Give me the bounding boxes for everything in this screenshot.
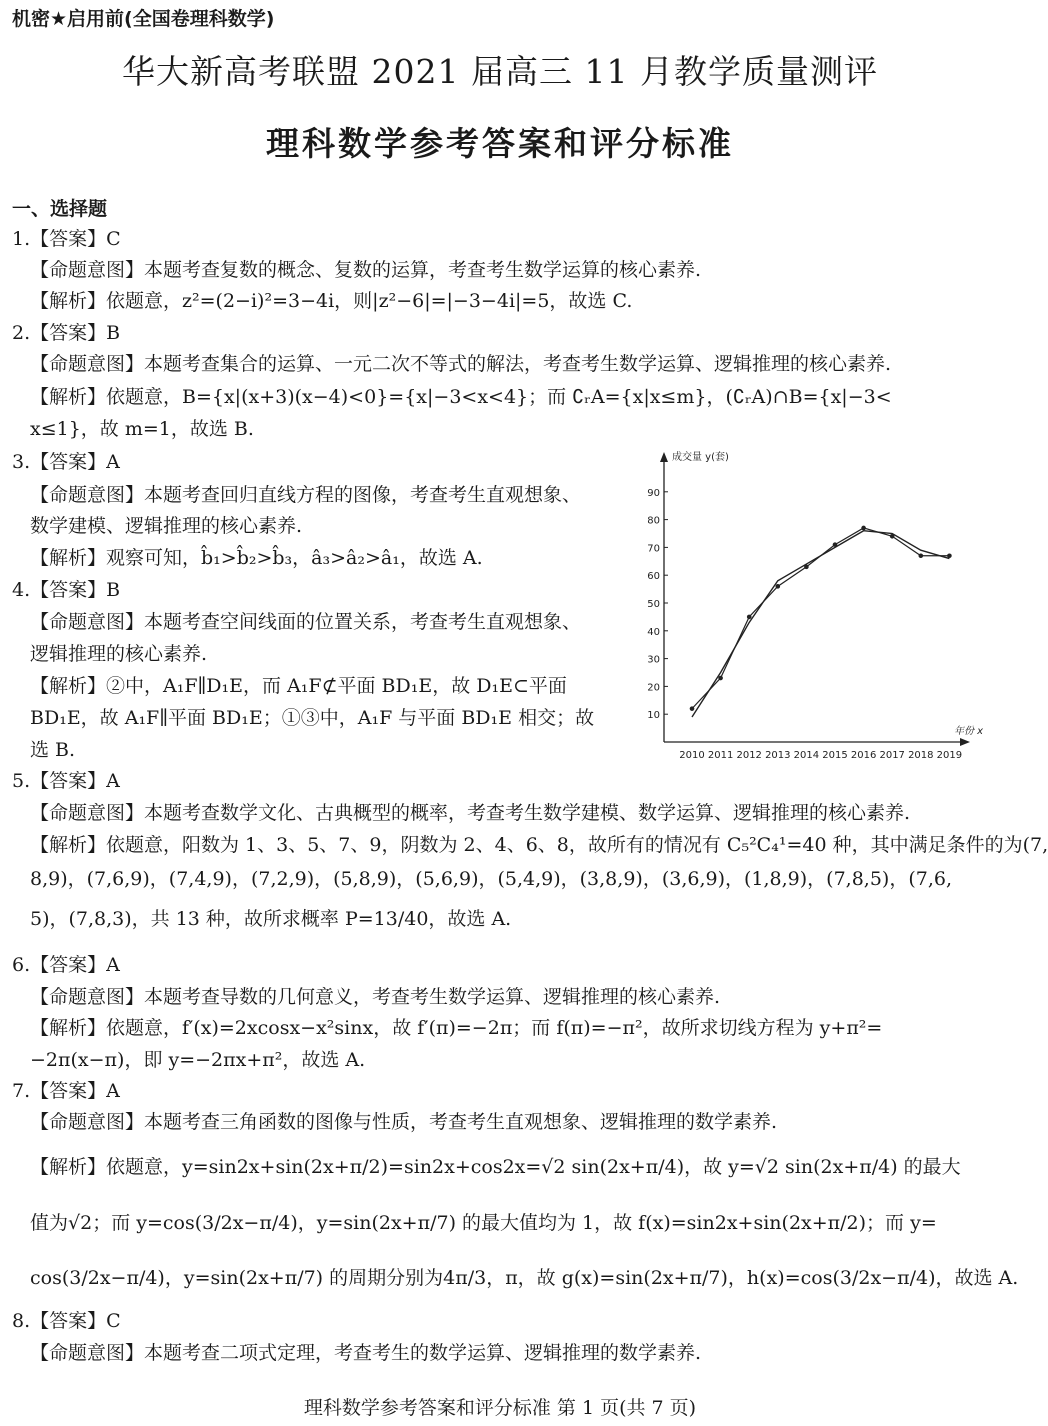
y-axis-label: 成交量 y(套) [672, 452, 729, 463]
page-title: 华大新高考联盟 2021 届高三 11 月教学质量测评 [122, 52, 878, 91]
page-subtitle: 理科数学参考答案和评分标准 [266, 124, 734, 163]
x-tick-label-8: 2018 [908, 750, 934, 761]
line-q6-sol-1: 【解析】依题意，f′(x)=2xcosx−x²sinx，故 f′(π)=−2π；而 f(π)=−π²，故所求切线方程为 y+π²= [30, 1017, 883, 1039]
line-q5-ans: 5.【答案】A [12, 770, 120, 792]
line-q2-ans: 2.【答案】B [12, 322, 121, 344]
line-q7-sol-3: cos(3/2x−π/4)，y=sin(2x+π/7) 的周期分别为4π/3，π，故 g(x)=sin(2x+π/7)，h(x)=cos(3/2x−π/4)，故选 A. [30, 1267, 1019, 1289]
line-q8-ans: 8.【答案】C [12, 1310, 121, 1332]
x-tick-label-9: 2019 [936, 750, 963, 761]
data-point-0 [690, 706, 695, 711]
x-tick-label-7: 2017 [879, 750, 905, 761]
line-q4-intent-1: 【命题意图】本题考查空间线面的位置关系，考查考生直观想象、 [30, 611, 582, 633]
line-q8-intent: 【命题意图】本题考查二项式定理，考查考生的数学运算、逻辑推理的数学素养. [30, 1342, 702, 1364]
y-tick-label-0: 10 [647, 710, 660, 722]
line-q7-sol-1: 【解析】依题意，y=sin2x+sin(2x+π/2)=sin2x+cos2x=√2 sin(2x+π/4)，故 y=√2 sin(2x+π/4) 的最大 [30, 1156, 961, 1178]
line-q7-sol-2: 值为√2；而 y=cos(3/2x−π/4)，y=sin(2x+π/7) 的最大值均为 1，故 f(x)=sin2x+sin(2x+π/2)；而 y= [30, 1212, 937, 1234]
line-q4-intent-2: 逻辑推理的核心素养. [30, 643, 208, 665]
line-q2-intent: 【命题意图】本题考查集合的运算、一元二次不等式的解法，考查考生数学运算、逻辑推理的核心素养. [30, 353, 892, 375]
x-tick-label-6: 2016 [850, 750, 877, 761]
y-tick-label-3: 40 [647, 626, 660, 638]
line-q5-sol-2: 8,9)，(7,6,9)，(7,4,9)，(7,2,9)，(5,8,9)，(5,6,9)，(5,4,9)，(3,8,9)，(3,6,9)，(1,8,9)，(7,8,5)，(7,6, [30, 868, 952, 890]
data-point-3 [776, 584, 781, 589]
y-tick-label-6: 70 [647, 543, 660, 555]
y-tick-label-8: 90 [647, 487, 660, 499]
x-axis-label: 年份 x [954, 726, 984, 737]
x-tick-label-5: 2015 [822, 750, 848, 761]
line-q4-sol-1: 【解析】②中，A₁F∥D₁E，而 A₁F⊄平面 BD₁E，故 D₁E⊂平面 [30, 675, 567, 697]
data-point-1 [718, 676, 723, 681]
fit-curve [692, 531, 949, 717]
line-q3-ans: 3.【答案】A [12, 451, 120, 473]
line-q7-intent: 【命题意图】本题考查三角函数的图像与性质，考查考生直观想象、逻辑推理的数学素养. [30, 1111, 778, 1133]
y-tick-label-2: 30 [647, 654, 660, 666]
data-point-9 [947, 553, 952, 558]
y-tick-label-7: 80 [647, 515, 660, 527]
line-q6-ans: 6.【答案】A [12, 954, 120, 976]
line-q6-intent: 【命题意图】本题考查导数的几何意义，考查考生数学运算、逻辑推理的核心素养. [30, 986, 721, 1008]
data-point-2 [747, 615, 752, 620]
line-q4-sol-2: BD₁E，故 A₁F∥平面 BD₁E；①③中，A₁F 与平面 BD₁E 相交；故 [30, 707, 595, 729]
scatter-chart [636, 442, 984, 761]
data-line [692, 528, 949, 709]
data-point-7 [890, 534, 895, 539]
y-tick-label-4: 50 [647, 599, 660, 610]
confidential-label: 机密★启用前(全国卷理科数学) [12, 8, 275, 30]
line-q1-intent: 【命题意图】本题考查复数的概念、复数的运算，考查考生数学运算的核心素养. [30, 259, 702, 281]
section-title: 一、选择题 [12, 198, 108, 220]
line-q1-sol: 【解析】依题意，z²=(2−i)²=3−4i，则|z²−6|=|−3−4i|=5，故选 C. [30, 290, 633, 312]
line-q5-intent: 【命题意图】本题考查数学文化、古典概型的概率，考查考生数学建模、数学运算、逻辑推理的核心素养. [30, 802, 911, 824]
data-point-8 [919, 553, 924, 558]
y-tick-label-5: 60 [647, 571, 660, 583]
line-q3-intent-1: 【命题意图】本题考查回归直线方程的图像，考查考生直观想象、 [30, 484, 582, 506]
line-q3-intent-2: 数学建模、逻辑推理的核心素养. [30, 515, 303, 537]
x-tick-label-3: 2013 [765, 750, 791, 761]
line-q5-sol-3: 5)，(7,8,3)，共 13 种，故所求概率 P=13/40，故选 A. [30, 908, 512, 930]
line-q4-sol-3: 选 B. [30, 739, 76, 761]
line-q5-sol-1: 【解析】依题意，阳数为 1、3、5、7、9，阴数为 2、4、6、8，故所有的情况有 C₅²C₄¹=40 种，其中满足条件的为(7, [30, 834, 1048, 856]
line-q6-sol-2: −2π(x−π)，即 y=−2πx+π²，故选 A. [30, 1049, 366, 1071]
line-q2-sol-2: x≤1}，故 m=1，故选 B. [30, 418, 254, 440]
line-q2-sol-1: 【解析】依题意，B={x|(x+3)(x−4)<0}={x|−3<x<4}；而 ∁ᵣA={x|x≤m}，(∁ᵣA)∩B={x|−3< [30, 386, 892, 408]
x-tick-label-1: 2011 [707, 750, 734, 761]
page-footer: 理科数学参考答案和评分标准 第 1 页(共 7 页) [303, 1397, 697, 1419]
x-axis-arrow [960, 738, 970, 746]
data-point-4 [804, 565, 809, 570]
line-q4-ans: 4.【答案】B [12, 579, 121, 601]
line-q7-ans: 7.【答案】A [12, 1080, 120, 1102]
y-axis-arrow [660, 452, 668, 462]
line-q1-ans: 1.【答案】C [12, 228, 121, 250]
data-point-5 [833, 542, 838, 547]
x-tick-label-4: 2014 [793, 750, 820, 761]
line-q3-sol: 【解析】观察可知，b̂₁>b̂₂>b̂₃，â₃>â₂>â₁，故选 A. [30, 547, 483, 569]
data-point-6 [861, 526, 866, 531]
y-tick-label-1: 20 [647, 682, 660, 694]
x-tick-label-2: 2012 [736, 750, 762, 761]
x-tick-label-0: 2010 [679, 750, 705, 761]
